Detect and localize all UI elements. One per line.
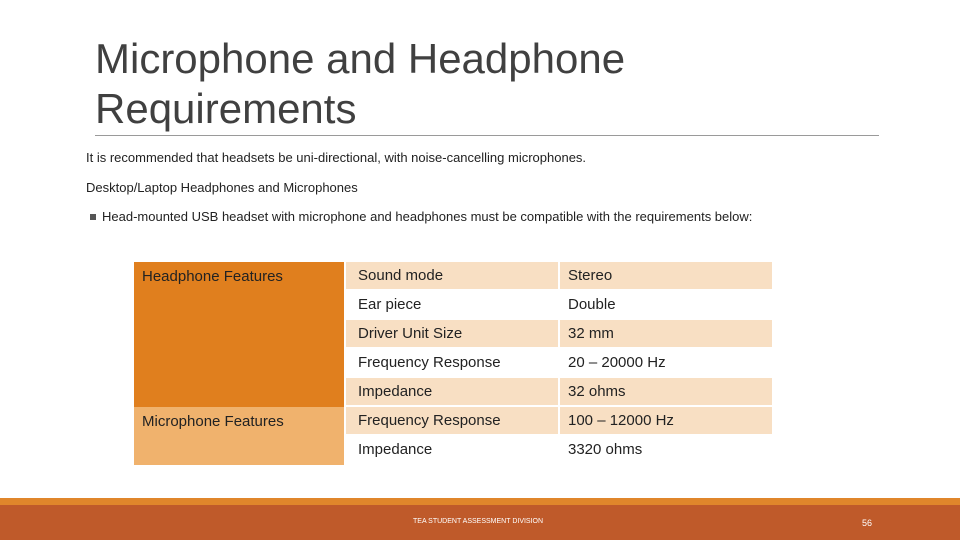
slide-title: Microphone and Headphone Requirements [95, 35, 626, 132]
square-bullet-icon [90, 214, 96, 220]
footer-org-text: TEA STUDENT ASSESSMENT DIVISION [413, 518, 544, 525]
feature-cell: Impedance [346, 378, 560, 407]
value-cell: Stereo [560, 262, 772, 291]
footer-accent-strip [0, 498, 960, 505]
bullet-text: Head-mounted USB headset with microphone and headphones must be compatible with the requirements below: [102, 209, 753, 224]
feature-cell: Ear piece [346, 291, 560, 320]
value-cell: 100 – 12000 Hz [560, 407, 772, 436]
section-subheading: Desktop/Laptop Headphones and Microphones [86, 180, 358, 195]
bullet-item [90, 209, 752, 224]
value-cell: 32 mm [560, 320, 772, 349]
title-divider [95, 135, 879, 136]
value-cell: 32 ohms [560, 378, 772, 407]
feature-cell: Frequency Response [346, 349, 560, 378]
requirements-table [134, 262, 772, 465]
table-row [134, 407, 772, 436]
group-label-microphone: Microphone Features [134, 407, 346, 465]
page-number: 56 [862, 518, 873, 528]
feature-cell: Driver Unit Size [346, 320, 560, 349]
table-row [134, 262, 772, 291]
group-label-headphone: Headphone Features [134, 262, 346, 407]
value-cell: Double [560, 291, 772, 320]
value-cell: 20 – 20000 Hz [560, 349, 772, 378]
feature-cell: Frequency Response [346, 407, 560, 436]
feature-cell: Sound mode [346, 262, 560, 291]
intro-text: It is recommended that headsets be uni-directional, with noise-cancelling microphones. [86, 150, 587, 165]
feature-cell: Impedance [346, 436, 560, 465]
value-cell: 3320 ohms [560, 436, 772, 465]
